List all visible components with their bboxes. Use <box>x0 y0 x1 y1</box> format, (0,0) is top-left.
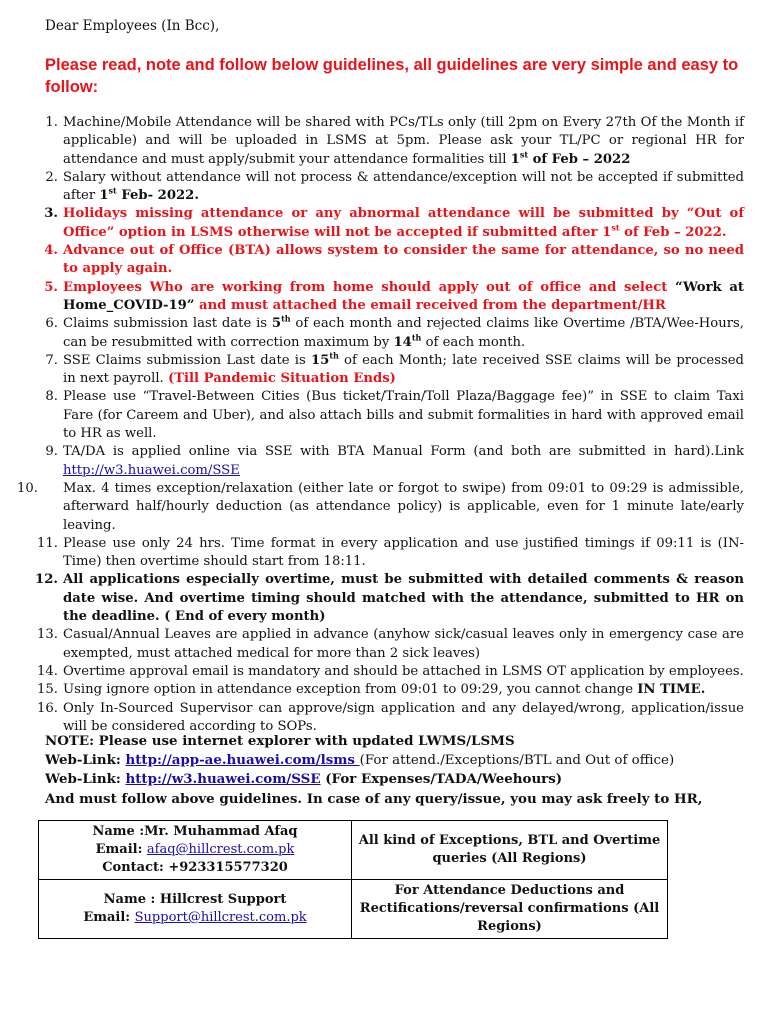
list-item <box>0 315 768 352</box>
contact-cell <box>39 880 352 939</box>
web-link-line <box>45 770 745 789</box>
web-link-desc: (For Expenses/TADA/Weehours) <box>320 771 563 788</box>
item-sup: th <box>411 332 422 343</box>
item-text: of each month and rejected claims like Overtime /BTA/Wee-Hours, can be resubmitted with correction maximum by <box>63 316 744 350</box>
item-bold: 14 <box>393 334 412 350</box>
item-number: 3. <box>44 206 58 222</box>
item-sup: st <box>611 222 620 233</box>
guidelines-list <box>0 114 768 736</box>
item-text: Casual/Annual Leaves are applied in advance (anyhow sick/casual leaves only in emergency case are exempted, must attached medical for more than 2 sick leaves) <box>63 627 744 661</box>
list-item <box>0 388 768 443</box>
table-row <box>39 880 668 939</box>
list-item <box>0 480 768 535</box>
item-number: 5. <box>44 279 58 295</box>
list-item <box>0 352 768 389</box>
item-text: Max. 4 times exception/relaxation (either late or forgot to swipe) from 09:01 to 09:29 is admissible, afterward half/hourly deduction (as attendance policy) is applicable, even for 1 minute late/early leaving. <box>63 480 744 533</box>
item-bold: “Work at Home_COVID-19” <box>63 279 744 313</box>
item-text: Please use only 24 hrs. Time format in every application and use justified timings if 09:11 is (IN-Time) then overtime should start from 18:11. <box>63 535 744 570</box>
list-item <box>0 169 768 206</box>
item-number: 11. <box>37 535 58 551</box>
email-label: Email: <box>83 910 135 925</box>
web-link-label: Web-Link: <box>45 752 126 769</box>
item-text: TA/DA is applied online via SSE with BTA Manual Form (and both are submitted in hard).Link <box>63 444 744 460</box>
web-link-desc: (For attend./Exceptions/BTL and Out of office) <box>359 753 675 769</box>
item-number: 12. <box>35 572 58 588</box>
item-text: of Feb – 2022. <box>619 224 727 240</box>
list-item <box>0 663 768 681</box>
contact-desc-cell: All kind of Exceptions, BTL and Overtime queries (All Regions) <box>352 821 668 880</box>
note-line: NOTE: Please use internet explorer with updated LWMS/LSMS <box>45 733 515 749</box>
item-bold: IN TIME. <box>637 682 706 698</box>
list-item <box>0 700 768 737</box>
contact-desc-cell: For Attendance Deductions and Rectifications/reversal confirmations (All Regions) <box>352 880 668 939</box>
email-link[interactable]: afaq@hillcrest.com.pk <box>146 842 295 857</box>
list-item <box>0 114 768 169</box>
item-bold: 1 <box>99 188 109 204</box>
item-number: 6. <box>45 316 58 332</box>
item-text: Claims submission last date is <box>63 316 272 332</box>
item-number: 7. <box>45 352 58 368</box>
item-text: of each month. <box>421 334 526 350</box>
web-link-label: Web-Link: <box>45 771 126 788</box>
item-sup: th <box>281 313 291 324</box>
item-sup: st <box>108 185 117 196</box>
item-bold: Feb- 2022. <box>116 188 199 204</box>
item-text: Holidays missing attendance or any abnormal attendance will be submitted by “Out of Office” option in LSMS otherwise will not be accepted if submitted after 1 <box>63 206 744 240</box>
item-number: 14. <box>37 663 58 679</box>
email-link[interactable]: Support@hillcrest.com.pk <box>134 910 307 925</box>
list-item <box>0 443 768 480</box>
lsms-link[interactable]: http://app-ae.huawei.com/lsms <box>125 752 360 769</box>
contact-email-line <box>45 841 345 859</box>
item-number: 13. <box>37 627 58 643</box>
email-label: Email: <box>95 842 147 857</box>
list-item <box>0 571 768 626</box>
contacts-table <box>38 820 668 939</box>
item-text: Advance out of Office (BTA) allows system to consider the same for attendance, so no need to apply again. <box>63 243 744 277</box>
list-item <box>0 535 768 572</box>
contact-name: Name :Mr. Muhammad Afaq <box>92 824 298 839</box>
list-item <box>0 205 768 242</box>
item-number: 10. <box>17 480 38 496</box>
contact-cell <box>39 821 352 880</box>
item-number: 16. <box>37 700 58 716</box>
item-text: Salary without attendance will not process & attendance/exception will not be accepted if submitted after <box>63 169 744 204</box>
note-block <box>45 732 745 809</box>
list-item <box>0 626 768 663</box>
note-line: And must follow above guidelines. In case of any query/issue, you may ask freely to HR, <box>45 790 703 807</box>
item-number: 8. <box>45 389 58 405</box>
item-text: Overtime approval email is mandatory and should be attached in LSMS OT application by employees. <box>63 663 744 679</box>
item-number: 15. <box>37 682 58 698</box>
item-text: SSE Claims submission Last date is <box>63 352 311 368</box>
headline: Please read, note and follow below guidelines, all guidelines are very simple and easy to follow: <box>45 56 739 96</box>
item-sup: st <box>519 149 529 160</box>
table-row <box>39 821 668 880</box>
item-bold: 1 <box>510 151 520 167</box>
list-item <box>0 279 768 316</box>
salutation: Dear Employees (In Bcc), <box>45 18 220 34</box>
item-text: Employees Who are working from home should apply out of office and select <box>63 279 676 295</box>
item-bold: of Feb – 2022 <box>528 151 631 167</box>
item-text: Using ignore option in attendance exception from 09:01 to 09:29, you cannot change <box>63 682 638 698</box>
list-item <box>0 681 768 699</box>
item-text: Please use “Travel-Between Cities (Bus ticket/Train/Toll Plaza/Baggage fee)” in SSE to claim Taxi Fare (for Careem and Uber), and also attach bills and submit formalities in hard with approved email to HR as well. <box>63 389 744 442</box>
web-link-line <box>45 751 745 770</box>
item-text: Only In-Sourced Supervisor can approve/sign application and any delayed/wrong, application/issue will be considered according to SOPs. <box>63 700 744 734</box>
item-text: of each Month; late received SSE claims will be processed in next payroll. <box>63 352 744 387</box>
item-number: 9. <box>45 444 58 460</box>
contact-email-line <box>45 909 345 927</box>
contact-phone: Contact: +923315577320 <box>102 860 288 875</box>
item-text: All applications especially overtime, must be submitted with detailed comments & reason date wise. And overtime timing should matched with the attendance, submitted to HR on the deadline. ( End of every month) <box>63 572 744 625</box>
item-red: (Till Pandemic Situation Ends) <box>167 371 396 387</box>
contact-name: Name : Hillcrest Support <box>103 892 287 907</box>
item-text: Machine/Mobile Attendance will be shared with PCs/TLs only (till 2pm on Every 27th Of the Month if applicable) and will be uploaded in LSMS at 5pm. Please ask your TL/PC or regional HR for attendance and must apply/submit your attendance formalities till <box>63 115 744 167</box>
item-number: 2. <box>45 169 58 185</box>
item-number: 4. <box>44 243 58 259</box>
item-bold: 15 <box>310 352 330 368</box>
sse-link[interactable]: http://w3.huawei.com/SSE <box>125 771 321 788</box>
sse-link[interactable]: http://w3.huawei.com/SSE <box>63 462 240 478</box>
item-sup: th <box>329 350 339 361</box>
item-bold: 5 <box>271 316 282 332</box>
item-text: and must attached the email received from the department/HR <box>194 297 666 313</box>
list-item <box>0 242 768 279</box>
item-number: 1. <box>45 115 58 130</box>
